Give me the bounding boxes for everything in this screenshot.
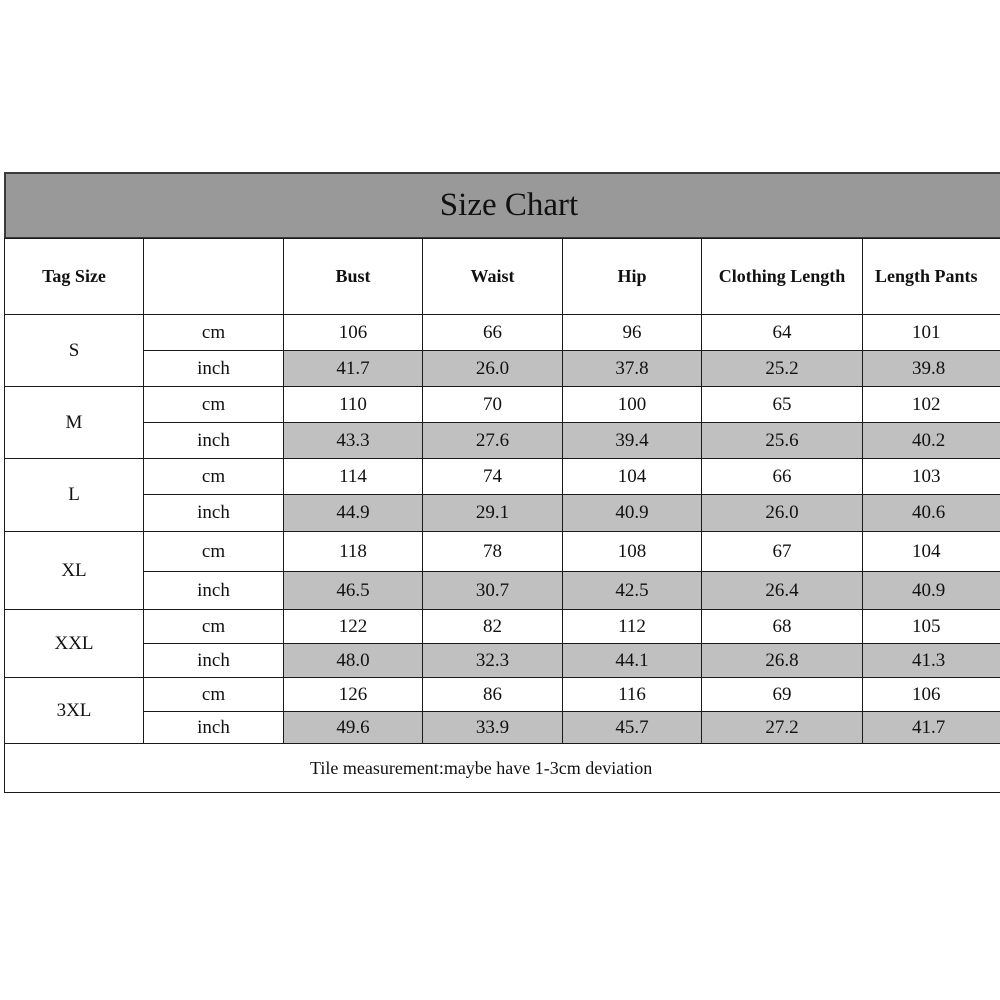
value: 106 [912,683,941,705]
value: 68 [772,615,792,637]
value-cell-cm [422,458,563,495]
value: 108 [617,540,647,562]
value: 26.4 [765,579,799,601]
value: 104 [617,465,647,487]
value: 103 [912,465,941,487]
value-cell-cm [701,609,863,644]
size-label-cell [4,386,144,459]
header-bust [283,238,423,315]
value-cell-cm [422,386,563,423]
value-cell-inch [862,643,1000,678]
value-cell-inch [422,571,563,610]
value: 33.9 [475,717,510,738]
unit-label: inch [197,579,230,601]
value-cell-inch [562,711,702,745]
value-cell-cm [701,458,863,495]
value-cell-cm [283,609,423,644]
value-cell-cm [283,531,423,572]
size-label-cell [4,458,144,532]
value: 41.7 [912,717,946,738]
value: 126 [338,683,368,705]
size-label-cell [4,609,144,678]
value: 42.5 [615,579,649,601]
unit-label: inch [197,429,230,451]
value-cell-cm [562,386,702,423]
value-cell-inch [283,422,423,459]
value-cell-inch [701,422,863,459]
value-cell-inch [422,422,563,459]
value-cell-cm [701,677,863,712]
value-cell-cm [862,531,1000,572]
value: 25.6 [765,429,799,451]
value: 43.3 [336,429,370,451]
value-cell-cm [283,386,423,423]
value-cell-inch [422,643,563,678]
size-label: XXL [54,632,94,654]
header-waist [422,238,563,315]
value: 26.8 [765,649,799,671]
value-cell-inch [562,643,702,678]
value: 101 [912,321,941,343]
value: 118 [339,540,367,562]
value-cell-inch [862,422,1000,459]
unit-label: cm [201,321,226,343]
footer-text: Tile measurement:maybe have 1-3cm deviation [310,757,653,778]
value-cell-cm [283,458,423,495]
header-length-pants [862,238,1000,315]
value-cell-inch [562,422,702,459]
value: 25.2 [765,357,799,379]
value-cell-cm [422,609,563,644]
header-hip [562,238,702,315]
unit-cell-inch [143,422,284,459]
header-clothing-length [701,238,863,315]
value: 67 [772,540,792,562]
unit-label: cm [201,465,226,487]
value: 65 [772,393,792,415]
value-cell-inch [562,494,702,532]
value-cell-cm [862,677,1000,712]
value-cell-inch [283,711,423,745]
value-cell-cm [862,314,1000,351]
value-cell-cm [562,314,702,351]
unit-label: inch [197,502,230,523]
value-cell-cm [283,314,423,351]
value: 27.6 [475,429,510,451]
unit-cell-cm [143,458,284,495]
value-cell-cm [422,314,563,351]
value-cell-inch [701,711,863,745]
unit-cell-inch [143,494,284,532]
header-label: Length Pants [875,266,978,286]
value: 82 [483,615,502,637]
size-label: XL [61,559,87,581]
value: 66 [772,465,792,487]
value: 40.2 [912,429,946,451]
value-cell-cm [283,677,423,712]
value-cell-inch [422,494,563,532]
size-label: L [68,484,80,505]
unit-cell-inch [143,643,284,678]
value-cell-inch [422,350,563,387]
unit-cell-cm [143,609,284,644]
value-cell-cm [562,609,702,644]
value-cell-inch [862,711,1000,745]
size-chart-table [4,172,1000,792]
value-cell-cm [562,458,702,495]
unit-label: cm [201,615,226,637]
unit-label: inch [197,649,230,671]
header-tag-size [4,238,144,315]
header-label: Hip [617,266,647,286]
value-cell-inch [862,494,1000,532]
value: 122 [338,615,368,637]
value: 44.1 [615,649,649,671]
value-cell-inch [562,350,702,387]
header-label: Tag Size [42,266,106,286]
value-cell-cm [562,531,702,572]
value: 46.5 [336,579,370,601]
value: 66 [483,321,502,343]
value: 96 [622,321,642,343]
size-label-cell [4,531,144,610]
size-label: S [68,339,80,361]
value-cell-inch [862,350,1000,387]
size-label-cell [4,314,144,387]
value-cell-cm [862,386,1000,423]
value-cell-cm [862,609,1000,644]
table-title-text: Size Chart [439,187,579,223]
value: 78 [483,540,502,562]
value: 41.3 [912,649,946,671]
value-cell-inch [701,494,863,532]
value: 100 [617,393,647,415]
unit-cell-inch [143,571,284,610]
value: 48.0 [336,649,370,671]
value: 112 [618,615,646,637]
header-label: Clothing Length [718,266,846,286]
value: 106 [338,321,368,343]
value: 70 [483,393,502,415]
size-label: M [65,411,83,433]
unit-cell-cm [143,314,284,351]
value: 49.6 [336,717,370,738]
value-cell-inch [283,571,423,610]
value-cell-inch [701,571,863,610]
unit-cell-cm [143,531,284,572]
value: 44.9 [336,502,370,523]
unit-label: cm [201,393,226,415]
unit-label: inch [197,717,230,738]
value: 37.8 [615,357,649,379]
value: 86 [483,683,502,705]
header-label: Waist [470,266,515,286]
value: 39.8 [912,357,946,379]
value: 45.7 [615,717,649,738]
value-cell-cm [701,314,863,351]
value: 104 [912,540,941,562]
value-cell-inch [422,711,563,745]
unit-label: inch [197,357,230,379]
value: 74 [483,465,502,487]
unit-cell-cm [143,677,284,712]
unit-cell-inch [143,350,284,387]
value-cell-inch [701,350,863,387]
value: 64 [772,321,792,343]
header-unit [143,238,284,315]
value: 40.9 [615,502,649,523]
value-cell-inch [862,571,1000,610]
value: 30.7 [475,579,510,601]
size-label: 3XL [56,700,92,721]
value: 29.1 [475,502,510,523]
value-cell-cm [862,458,1000,495]
value-cell-inch [283,350,423,387]
value-cell-cm [701,386,863,423]
value-cell-cm [422,531,563,572]
header-label: Bust [335,266,371,286]
value-cell-inch [562,571,702,610]
value: 110 [339,393,367,415]
value: 116 [618,683,646,705]
value-cell-cm [422,677,563,712]
value: 32.3 [475,649,510,671]
unit-label: cm [201,540,226,562]
value: 105 [912,615,941,637]
value-cell-inch [283,643,423,678]
value: 40.6 [912,502,946,523]
value: 40.9 [912,579,946,601]
value: 26.0 [765,502,799,523]
value: 41.7 [336,357,370,379]
value-cell-inch [701,643,863,678]
value-cell-cm [701,531,863,572]
value: 114 [339,465,367,487]
table-footer-note [4,743,1000,793]
unit-label: cm [201,683,226,705]
value-cell-cm [562,677,702,712]
value: 26.0 [475,357,510,379]
value: 27.2 [765,717,799,738]
value: 69 [772,683,792,705]
unit-cell-cm [143,386,284,423]
value-cell-inch [283,494,423,532]
unit-cell-inch [143,711,284,745]
size-label-cell [4,677,144,745]
table-title [4,172,1000,239]
value: 102 [912,393,941,415]
value: 39.4 [615,429,649,451]
